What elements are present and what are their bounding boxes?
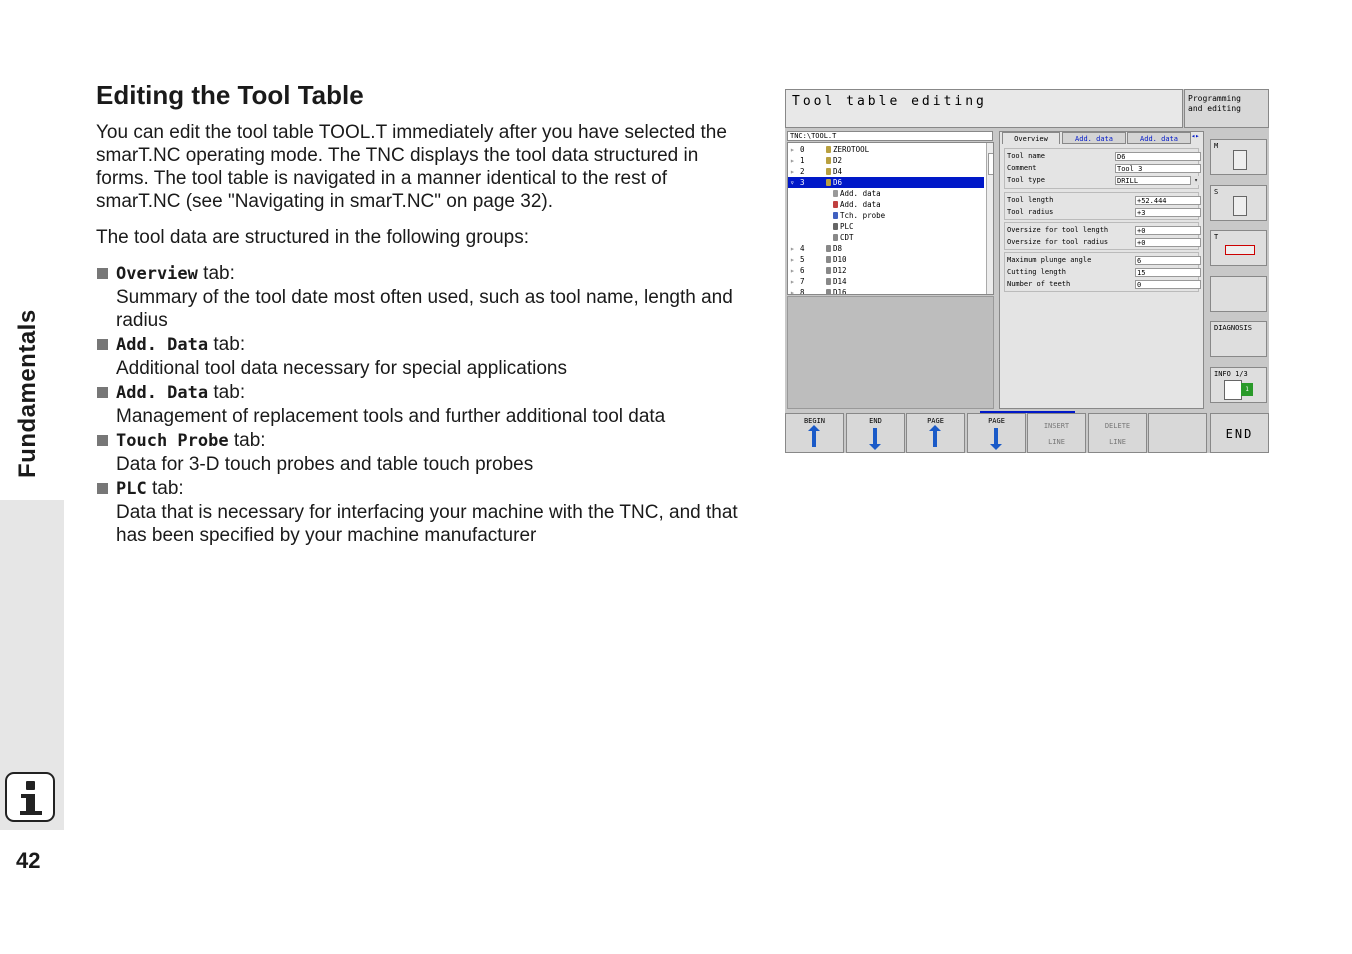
- end-softkey[interactable]: END: [1210, 413, 1269, 453]
- tree-row[interactable]: ▹ 0 ZEROTOOL: [790, 145, 870, 154]
- operating-mode: [1184, 89, 1269, 128]
- group-list: [96, 262, 756, 548]
- dropdown-icon[interactable]: ▾: [1190, 176, 1201, 185]
- tree-empty-area: [787, 296, 994, 409]
- m-key[interactable]: M: [1210, 139, 1267, 175]
- tree-scrollbar[interactable]: [986, 143, 994, 294]
- tree-row[interactable]: CDT: [788, 232, 984, 243]
- arrow-up-icon: [933, 430, 937, 447]
- tool-radius-field[interactable]: +3: [1135, 208, 1201, 217]
- bullet-icon: [97, 387, 108, 398]
- teeth-count-field[interactable]: 0: [1135, 280, 1201, 289]
- form-tabs: [1000, 132, 1205, 145]
- bullet-icon: [97, 483, 108, 494]
- field-group: [1004, 148, 1199, 189]
- tool-length-field[interactable]: +52.444: [1135, 196, 1201, 205]
- bullet-icon: [97, 268, 108, 279]
- form-row: Tool name D6: [1007, 151, 1198, 162]
- tool-icon: [1233, 196, 1247, 216]
- field-group: [1004, 192, 1199, 220]
- tree-row[interactable]: ▹ 1 D2: [790, 156, 843, 165]
- tree-row-selected[interactable]: ▿ 3 D6: [788, 177, 984, 188]
- page-number: 42: [16, 848, 41, 873]
- tree-row[interactable]: ▹ 8 D16: [790, 288, 847, 295]
- softkey-bar: [785, 413, 1269, 453]
- info-badge: 1: [1241, 383, 1253, 396]
- delete-line-softkey[interactable]: DELETE LINE: [1088, 413, 1147, 453]
- t-key[interactable]: T: [1210, 230, 1267, 266]
- field-group: [1004, 252, 1199, 292]
- form-row: Oversize for tool length +0: [1007, 225, 1198, 236]
- tab-description: Management of replacement tools and further additional tool data: [116, 406, 666, 427]
- tab-add-data[interactable]: Add. data: [1062, 132, 1126, 144]
- tool-form: [999, 131, 1204, 409]
- form-row: Oversize for tool radius +0: [1007, 237, 1198, 248]
- insert-line-softkey[interactable]: INSERT LINE: [1027, 413, 1086, 453]
- tab-name: Touch Probe: [116, 431, 229, 451]
- tool-name-field[interactable]: D6: [1115, 152, 1201, 161]
- tree-row[interactable]: ▹ 5 D10: [790, 255, 847, 264]
- list-item: [96, 429, 756, 476]
- tab-add-data-2[interactable]: Add. data: [1127, 132, 1191, 144]
- tree-row[interactable]: Add. data: [788, 188, 984, 199]
- tab-suffix: tab:: [228, 430, 266, 451]
- info-key[interactable]: INFO 1/3 1: [1210, 367, 1267, 403]
- form-row: Tool length +52.444: [1007, 195, 1198, 206]
- intro-paragraph: You can edit the tool table TOOL.T immediately after you have selected the smarT.NC operating mode. The TNC displays the tool data structured in forms. The tool table is navigated in a manner identical to the rest of smarT.NC (see "Navigating in smarT.NC" on page 32).: [96, 122, 727, 212]
- plunge-angle-field[interactable]: 6: [1135, 256, 1201, 265]
- sidebar-section-label: Fundamentals: [14, 309, 41, 478]
- tool-change-icon: [1225, 245, 1255, 255]
- form-row: Cutting length 15: [1007, 267, 1198, 278]
- end-arrow-softkey[interactable]: END: [846, 413, 905, 453]
- tree-row[interactable]: Add. data: [788, 199, 984, 210]
- s-key[interactable]: S: [1210, 185, 1267, 221]
- tree-row[interactable]: ▹ 7 D14: [790, 277, 847, 286]
- spindle-icon: [1233, 150, 1247, 170]
- form-row: Number of teeth 0: [1007, 279, 1198, 290]
- begin-softkey[interactable]: BEGIN: [785, 413, 844, 453]
- list-item: [96, 477, 756, 547]
- form-row: Tool type DRILL ▾: [1007, 175, 1198, 186]
- diagnosis-key[interactable]: DIAGNOSIS: [1210, 321, 1267, 357]
- tool-tree[interactable]: [787, 142, 994, 295]
- info-icon: [5, 772, 55, 822]
- tab-scroll-icon[interactable]: ◂▸: [1191, 132, 1200, 140]
- page-title: Editing the Tool Table: [96, 80, 364, 110]
- screen-title: Tool table editing: [785, 89, 1183, 128]
- tnc-screenshot: [785, 89, 1269, 453]
- mode-line: Programming: [1188, 94, 1241, 103]
- file-path: TNC:\TOOL.T: [787, 131, 993, 141]
- tab-description: Data for 3-D touch probes and table touch probes: [116, 454, 534, 475]
- tree-row[interactable]: ▹ 4 D8: [790, 244, 843, 253]
- tab-description: Data that is necessary for interfacing your machine with the TNC, and that has been specified by your machine manufacturer: [116, 502, 738, 546]
- groups-intro: The tool data are structured in the following groups:: [96, 227, 530, 248]
- page-up-softkey[interactable]: PAGE: [906, 413, 965, 453]
- comment-field[interactable]: Tool 3: [1115, 164, 1201, 173]
- tab-name: Overview: [116, 264, 198, 284]
- tab-description: Summary of the tool date most often used, such as tool name, length and radius: [116, 287, 733, 331]
- arrow-down-icon: [873, 428, 877, 445]
- empty-softkey[interactable]: [1148, 413, 1207, 453]
- field-group: [1004, 222, 1199, 250]
- cutting-length-field[interactable]: 15: [1135, 268, 1201, 277]
- tree-row[interactable]: PLC: [788, 221, 984, 232]
- document-icon: [1224, 380, 1242, 400]
- page-down-softkey[interactable]: PAGE: [967, 413, 1026, 453]
- tab-suffix: tab:: [197, 263, 235, 284]
- oversize-radius-field[interactable]: +0: [1135, 238, 1201, 247]
- tab-suffix: tab:: [208, 382, 246, 403]
- list-item: [96, 381, 756, 428]
- form-row: Maximum plunge angle 6: [1007, 255, 1198, 266]
- tab-name: PLC: [116, 479, 147, 499]
- list-item: [96, 262, 756, 332]
- tree-row[interactable]: ▹ 6 D12: [790, 266, 847, 275]
- blank-key[interactable]: [1210, 276, 1267, 312]
- tab-suffix: tab:: [208, 334, 246, 355]
- tree-row[interactable]: Tch. probe: [788, 210, 984, 221]
- form-row: Tool radius +3: [1007, 207, 1198, 218]
- tab-suffix: tab:: [146, 478, 184, 499]
- tab-name: Add. Data: [116, 383, 209, 403]
- tab-description: Additional tool data necessary for special applications: [116, 358, 567, 379]
- bullet-icon: [97, 339, 108, 350]
- tab-overview[interactable]: Overview: [1002, 132, 1060, 144]
- tree-row[interactable]: ▹ 2 D4: [790, 167, 843, 176]
- bullet-icon: [97, 435, 108, 446]
- mode-line: and editing: [1188, 104, 1241, 113]
- tab-name: Add. Data: [116, 335, 209, 355]
- vertical-softkeys: [1208, 131, 1269, 409]
- arrow-up-icon: [812, 430, 816, 447]
- tool-type-value: DRILL: [1117, 177, 1139, 185]
- list-item: [96, 333, 756, 380]
- tool-type-select[interactable]: [1115, 176, 1201, 185]
- arrow-down-icon: [994, 428, 998, 445]
- form-row: Comment Tool 3: [1007, 163, 1198, 174]
- oversize-length-field[interactable]: +0: [1135, 226, 1201, 235]
